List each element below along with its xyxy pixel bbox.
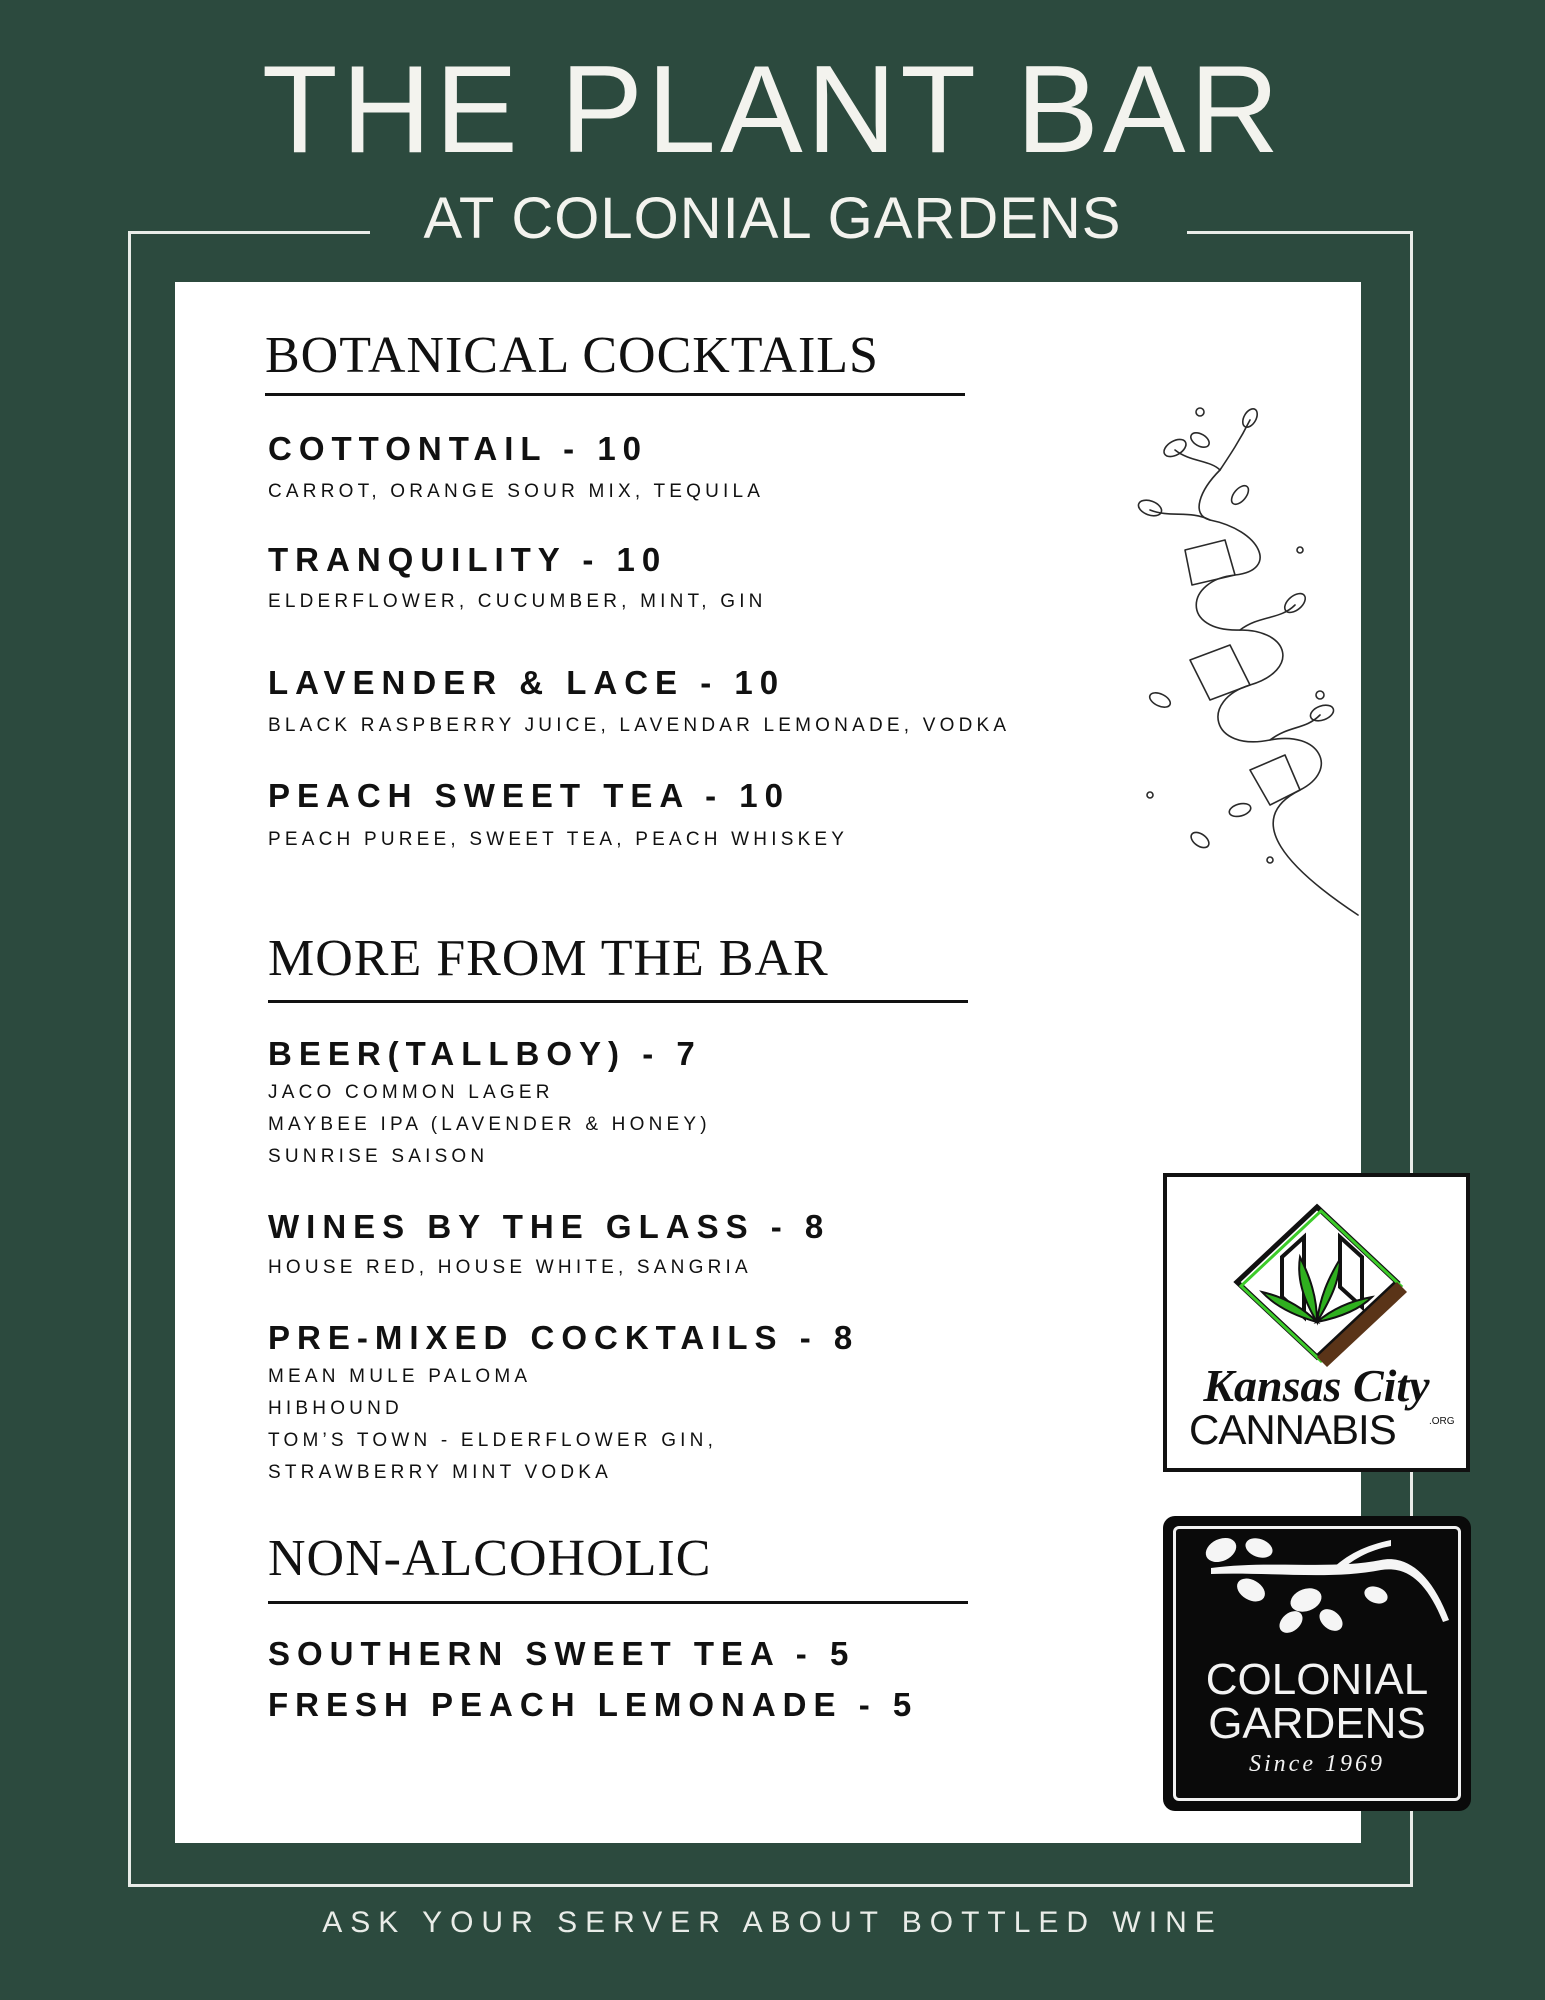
footer-note: ASK YOUR SERVER ABOUT BOTTLED WINE [322, 1906, 1223, 1939]
page-title: THE PLANT BAR [261, 41, 1284, 179]
frame-bottom-line [128, 1884, 1413, 1887]
menu-item-name: TRANQUILITY - 10 [268, 541, 668, 578]
menu-item-desc-list [268, 1077, 711, 1173]
menu-item-desc: ELDERFLOWER, CUCUMBER, MINT, GIN [268, 591, 767, 612]
kansas-city-cannabis-logo [1163, 1173, 1470, 1472]
menu-item-desc-line: STRAWBERRY MINT VODKA [268, 1462, 613, 1483]
menu-item-desc: PEACH PUREE, SWEET TEA, PEACH WHISKEY [268, 829, 849, 850]
menu-item-name: PRE-MIXED COCKTAILS - 8 [268, 1319, 860, 1356]
menu-item-desc-line: JACO COMMON LAGER [268, 1082, 554, 1103]
section-title-botanical: BOTANICAL COCKTAILS [265, 327, 879, 384]
menu-item-desc-line: SUNRISE SAISON [268, 1146, 489, 1167]
menu-item-desc-line: MAYBEE IPA (LAVENDER & HONEY) [268, 1114, 711, 1135]
kc-logo-mark: .ORG [1429, 1416, 1455, 1427]
menu-item-name: WINES BY THE GLASS - 8 [268, 1208, 831, 1245]
cg-logo-line1: COLONIAL [1205, 1655, 1429, 1704]
menu-item-name: BEER(TALLBOY) - 7 [268, 1035, 702, 1072]
menu-item-desc-line: HIBHOUND [268, 1398, 403, 1419]
menu-item-desc: CARROT, ORANGE SOUR MIX, TEQUILA [268, 481, 765, 502]
kc-logo-line1: Kansas City [1203, 1360, 1430, 1411]
cg-logo-line2: GARDENS [1208, 1699, 1426, 1748]
colonial-gardens-logo [1163, 1516, 1471, 1811]
frame-left-line [128, 231, 131, 1886]
menu-item-name: SOUTHERN SWEET TEA - 5 [268, 1635, 856, 1672]
botanical-illustration [1090, 400, 1360, 920]
page-subtitle: AT COLONIAL GARDENS [423, 186, 1122, 251]
menu-item-name: FRESH PEACH LEMONADE - 5 [268, 1686, 919, 1723]
menu-item-name: LAVENDER & LACE - 10 [268, 664, 786, 701]
section-rule-botanical [265, 393, 965, 396]
kc-logo-line2: CANNABIS [1189, 1406, 1396, 1453]
menu-item-desc-list [268, 1361, 717, 1489]
section-rule-more [268, 1000, 968, 1003]
cannabis-leaf-icon [1222, 1197, 1412, 1377]
menu-item-name: COTTONTAIL - 10 [268, 430, 649, 467]
menu-item-desc: BLACK RASPBERRY JUICE, LAVENDAR LEMONADE, VODKA [268, 715, 1011, 736]
frame-top-left-line [128, 231, 370, 234]
section-title-nonalcoholic: NON-ALCOHOLIC [268, 1530, 712, 1587]
menu-item-desc-line: MEAN MULE PALOMA [268, 1366, 532, 1387]
section-rule-nonalcoholic [268, 1601, 968, 1604]
branch-leaves-icon [1181, 1530, 1451, 1635]
menu-item-name: PEACH SWEET TEA - 10 [268, 777, 790, 814]
menu-item-desc: HOUSE RED, HOUSE WHITE, SANGRIA [268, 1257, 752, 1278]
frame-top-right-line [1187, 231, 1413, 234]
menu-item-desc-line: TOM’S TOWN - ELDERFLOWER GIN, [268, 1430, 718, 1451]
cg-logo-line3: Since 1969 [1249, 1751, 1385, 1777]
section-title-more: MORE FROM THE BAR [268, 930, 829, 987]
